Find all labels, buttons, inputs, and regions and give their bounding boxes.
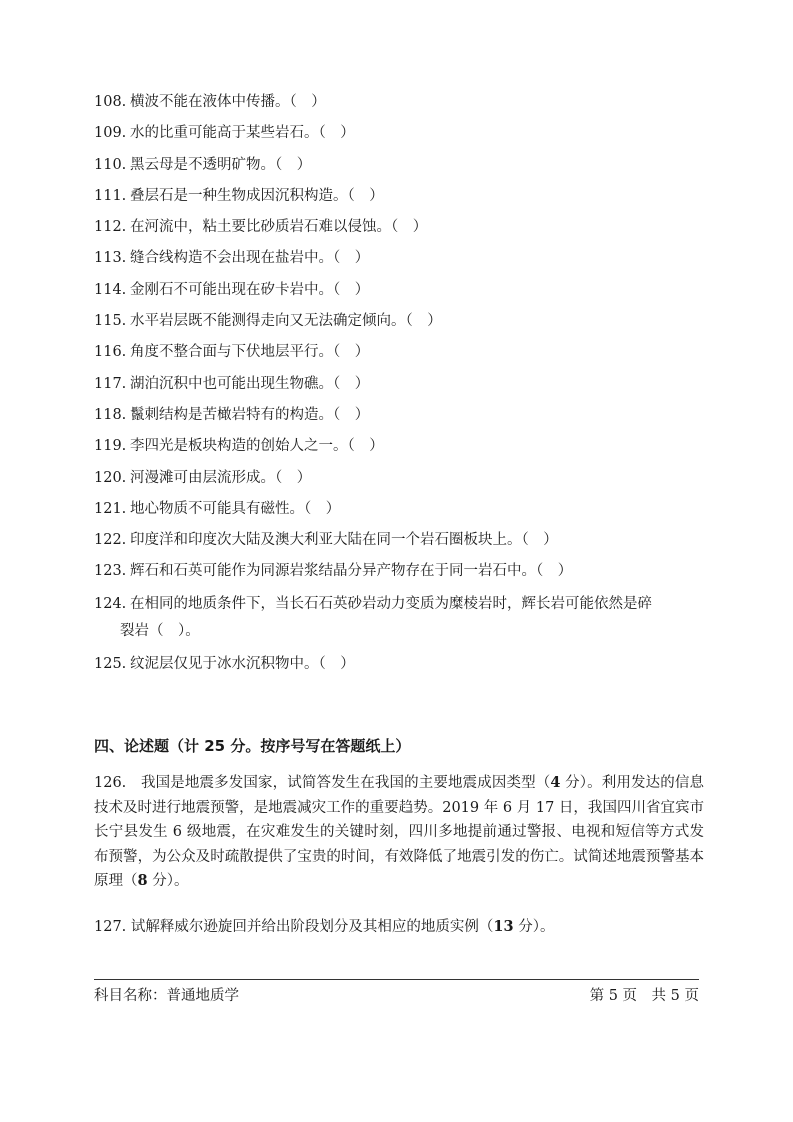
question-126-score1: 4	[550, 774, 561, 791]
question-number: 109.	[94, 125, 127, 142]
question-109	[94, 123, 704, 144]
question-number: 110.	[94, 156, 127, 173]
question-text: 李四光是板块构造的创始人之一。（ ）	[130, 438, 384, 455]
question-108	[94, 92, 704, 113]
question-number: 124.	[94, 595, 127, 612]
footer-divider	[94, 979, 699, 980]
section-heading-essay: 四、论述题（计 25 分。按序号写在答题纸上）	[94, 737, 411, 755]
question-127-text-part1: 127. 试解释威尔逊旋回并给出阶段划分及其相应的地质实例（	[94, 919, 494, 935]
question-119	[94, 436, 704, 457]
question-118	[94, 405, 704, 426]
question-number: 120.	[94, 469, 127, 486]
question-126-score2: 8	[137, 872, 148, 890]
question-text: 叠层石是一种生物成因沉积构造。（ ）	[130, 187, 384, 204]
question-text: 印度洋和印度次大陆及澳大利亚大陆在同一个岩石圈板块上。（ ）	[130, 532, 558, 549]
question-text: 河漫滩可由层流形成。（ ）	[130, 469, 312, 486]
question-number: 112.	[94, 219, 127, 236]
question-123	[94, 561, 704, 582]
question-116	[94, 342, 704, 363]
question-text: 金刚石不可能出现在矽卡岩中。（ ）	[130, 281, 370, 298]
question-122	[94, 530, 704, 551]
question-125	[94, 654, 704, 675]
question-number: 111.	[94, 187, 127, 204]
question-127-score: 13	[493, 918, 514, 935]
question-text: 鬣刺结构是苦橄岩特有的构造。（ ）	[130, 406, 370, 423]
question-120	[94, 468, 704, 489]
question-110	[94, 155, 704, 176]
question-number: 115.	[94, 313, 127, 330]
true-false-question-list	[94, 92, 704, 685]
question-number: 118.	[94, 406, 127, 423]
question-number: 114.	[94, 281, 127, 298]
question-115	[94, 311, 704, 332]
question-text: 在相同的地质条件下，当长石石英砂岩动力变质为糜棱岩时，辉长岩可能依然是碎	[130, 595, 652, 612]
question-text: 湖泊沉积中也可能出现生物礁。（ ）	[130, 375, 370, 392]
question-126	[94, 771, 704, 894]
question-text: 水平岩层既不能测得走向又无法确定倾向。（ ）	[130, 313, 442, 330]
question-number: 108.	[94, 94, 127, 110]
question-126-text-part2: 分）。利用发达的信息技术及时进行地震预警，是地震减灾工作的重要趋势。2019 年 6 月 17 日，我国四川省宜宾市长宁县发生 6 级地震，在灾难发生的关键时刻，四川多地提前通过警报、电视和短信等方式发布预警，为公众及时疏散提供了宝贵的时间，有效降低了地震引发的伤亡。试简述地震预警基本原理（	[94, 775, 704, 890]
question-number: 121.	[94, 500, 127, 517]
question-number: 123.	[94, 563, 127, 580]
question-text: 缝合线构造不会出现在盐岩中。（ ）	[130, 250, 370, 267]
question-text-continued: 裂岩（ ）。	[120, 622, 200, 639]
question-text: 在河流中，粘土要比砂质岩石难以侵蚀。（ ）	[130, 219, 428, 236]
question-number: 113.	[94, 250, 127, 267]
question-text: 纹泥层仅见于冰水沉积物中。（ ）	[130, 655, 355, 672]
footer-page-number: 第 5 页 共 5 页	[589, 988, 699, 1004]
question-number: 119.	[94, 438, 127, 455]
question-126-text-part1: 126. 我国是地震多发国家，试简答发生在我国的主要地震成因类型（	[94, 775, 551, 791]
question-text: 地心物质不可能具有磁性。（ ）	[130, 500, 341, 517]
question-111	[94, 186, 704, 207]
question-text: 水的比重可能高于某些岩石。（ ）	[130, 125, 355, 142]
question-text: 角度不整合面与下伏地层平行。（ ）	[130, 344, 370, 361]
question-124	[94, 591, 704, 645]
question-text: 辉石和石英可能作为同源岩浆结晶分异产物存在于同一岩石中。（ ）	[130, 563, 573, 580]
question-117	[94, 374, 704, 395]
question-text: 横波不能在液体中传播。（ ）	[130, 94, 326, 110]
question-121	[94, 499, 704, 520]
question-127-text-part2: 分）。	[513, 919, 555, 935]
question-114	[94, 280, 704, 301]
question-number: 116.	[94, 344, 127, 361]
question-number: 117.	[94, 375, 127, 392]
question-number: 122.	[94, 532, 127, 549]
question-126-text-part3: 分）。	[147, 873, 189, 890]
question-127	[94, 915, 704, 940]
question-112	[94, 217, 704, 238]
footer-subject: 科目名称：普通地质学	[94, 988, 239, 1004]
question-113	[94, 248, 704, 269]
question-text: 黑云母是不透明矿物。（ ）	[130, 156, 312, 173]
question-number: 125.	[94, 655, 127, 672]
